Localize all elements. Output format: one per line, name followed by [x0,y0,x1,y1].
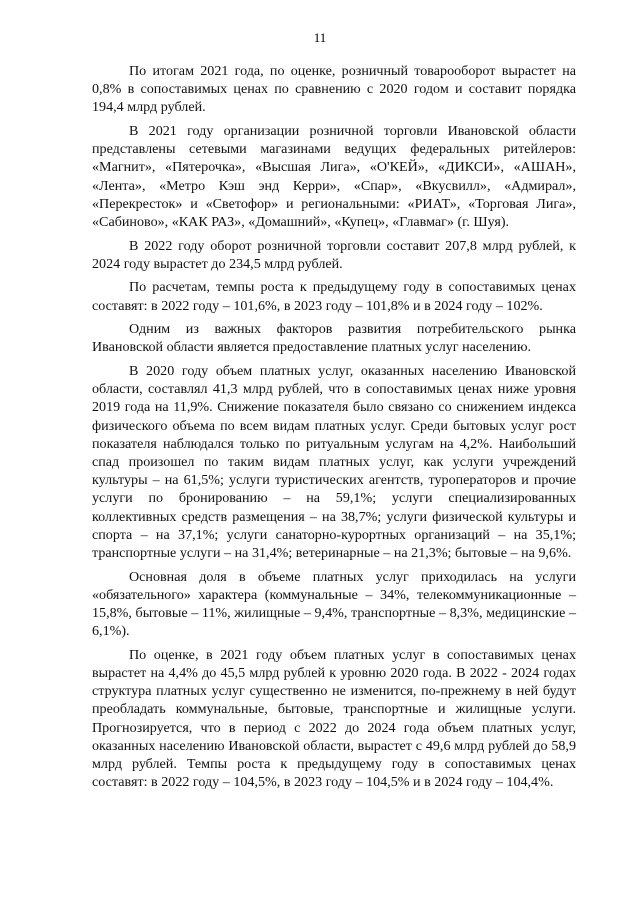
paragraph-retail-turnover-2021: По итогам 2021 года, по оценке, розничный товарооборот вырастет на 0,8% в сопоставимых ценах по сравнению с 2020 годом и составит порядка 194,4 млрд рублей. [92,63,576,116]
paragraph-mandatory-services-share: Основная доля в объеме платных услуг приходилась на услуги «обязательного» характера (коммунальные – 34%, телекоммуникационные – 15,8%, бытовые – 11%, жилищные – 9,4%, транспортные – 8,3%, медицинские – 6,1%). [92,568,576,640]
document-body [92,62,576,797]
paragraph-paid-services-intro: Одним из важных факторов развития потребительского рынка Ивановской области является предоставление платных услуг населению. [92,321,576,356]
paragraph-retail-turnover-forecast: В 2022 году оборот розничной торговли составит 207,8 млрд рублей, к 2024 году вырастет до 234,5 млрд рублей. [92,237,576,272]
paragraph-retail-chains: В 2021 году организации розничной торговли Ивановской области представлены сетевыми магазинами ведущих федеральных ритейлеров: «Магнит», «Пятерочка», «Высшая Лига», «О'КЕЙ», «ДИКСИ», «АШАН», «Лента», «Метро Кэш энд Керри», «Спар», «Вкусвилл», «Адмирал», «Перекресток» и «Светофор» и региональными: «РИАТ», «Торговая Лига», «Сабиново», «КАК РАЗ», «Домашний», «Купец», «Главмаг» (г. Шуя). [92,123,576,231]
paragraph-paid-services-2020: В 2020 году объем платных услуг, оказанных населению Ивановской области, составлял 41,3 млрд рублей, что в сопоставимых ценах ниже уровня 2019 года на 11,9%. Снижение показателя было связано со снижением индекса физического объема по всем видам платных услуг. Среди бытовых услуг рост показателя наблюдался только по ритуальным услугам на 4,2%. Наибольший спад произошел по таким видам платных услуг, как услуги учреждений культуры – на 61,5%; услуги туристических агентств, туроператоров и прочие услуги по бронированию – на 59,1%; услуги специализированных коллективных средств размещения – на 38,7%; услуги физической культуры и спорта – на 37,1%; услуги санаторно-курортных организаций – на 35,1%; транспортные услуги – на 31,4%; ветеринарные – на 21,3%; бытовые – на 9,6%. [92,363,576,562]
paragraph-growth-rates: По расчетам, темпы роста к предыдущему году в сопоставимых ценах составят: в 2022 году – 101,6%, в 2023 году – 101,8% и в 2024 году – 102%. [92,279,576,314]
paragraph-paid-services-forecast: По оценке, в 2021 году объем платных услуг в сопоставимых ценах вырастет на 4,4% до 45,5 млрд рублей к уровню 2020 года. В 2022 - 2024 годах структура платных услуг существенно не изменится, по-прежнему в ней будут преобладать коммунальные, бытовые, транспортные и жилищные услуги. Прогнозируется, что в период с 2022 до 2024 года объем платных услуг, оказанных населению Ивановской области, вырастет с 49,6 млрд рублей до 58,9 млрд рублей. Темпы роста к предыдущему году в сопоставимых ценах составят: в 2022 году – 104,5%, в 2023 году – 104,5% и в 2024 году – 104,4%. [92,646,576,791]
page-number: 11 [313,30,327,45]
